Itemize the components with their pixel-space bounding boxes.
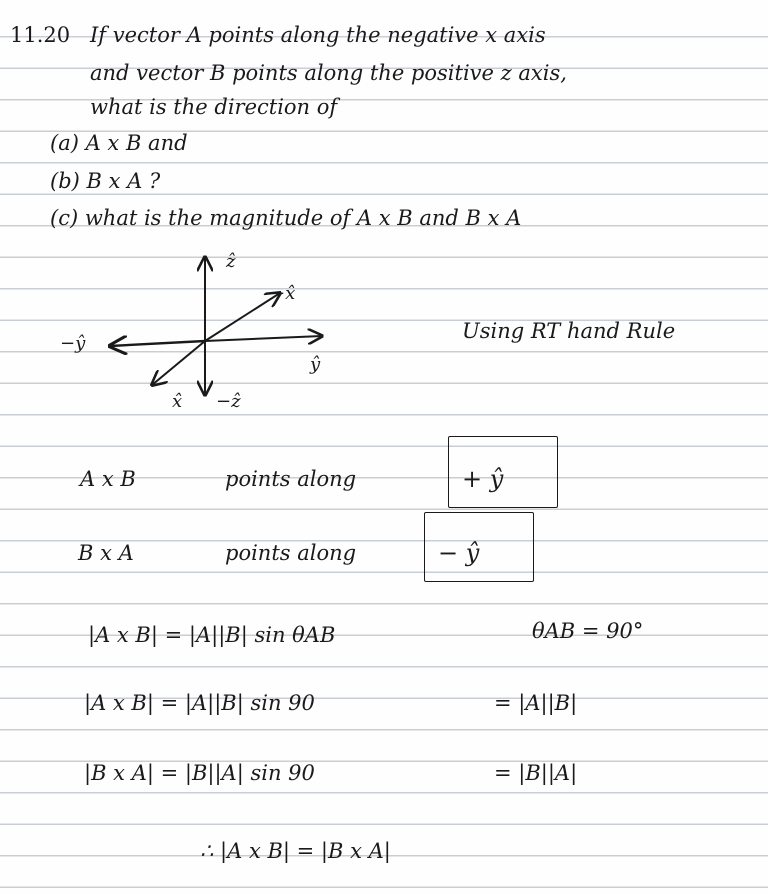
- equation-2-result: = |A||B|: [494, 691, 578, 715]
- problem-part-b: (b) B x A ?: [50, 169, 161, 193]
- equation-1-angle: θAB = 90°: [532, 619, 644, 643]
- axb-points-along: points along: [225, 467, 357, 491]
- bxa-points-along: points along: [225, 541, 357, 565]
- equation-1: |A x B| = |A||B| sin θAB: [88, 623, 336, 647]
- x-axis: [152, 341, 205, 385]
- x-label: x̂: [172, 391, 183, 412]
- equation-3: |B x A| = |B||A| sin 90: [84, 761, 315, 785]
- problem-line-2: and vector B points along the positive z axis,: [90, 61, 567, 85]
- hand-rule-note: Using RT hand Rule: [462, 319, 676, 343]
- conclusion: ∴ |A x B| = |B x A|: [200, 839, 391, 863]
- equation-2: |A x B| = |A||B| sin 90: [84, 691, 315, 715]
- axis-diagram-svg: [40, 245, 370, 420]
- bxa-answer: − ŷ: [438, 539, 480, 567]
- equation-3-result: = |B||A|: [494, 761, 578, 785]
- neg-x-axis: [205, 293, 280, 341]
- neg-x-label: −x̂: [270, 283, 296, 304]
- y-axis: [205, 336, 322, 341]
- problem-number: 11.20: [10, 23, 71, 47]
- axb-lhs: A x B: [80, 467, 136, 491]
- problem-line-3: what is the direction of: [90, 95, 338, 119]
- neg-z-label: −ẑ: [216, 391, 241, 412]
- z-label: ẑ: [226, 251, 236, 272]
- problem-line-1: If vector A points along the negative x axis: [90, 23, 546, 47]
- problem-part-a: (a) A x B and: [50, 131, 188, 155]
- problem-part-c: (c) what is the magnitude of A x B and B x A: [50, 206, 522, 230]
- neg-y-axis: [110, 341, 205, 346]
- y-label: ŷ: [310, 354, 321, 375]
- axb-answer: + ŷ: [462, 465, 504, 493]
- axis-diagram: [40, 245, 370, 420]
- neg-y-label: −ŷ: [60, 333, 86, 354]
- bxa-lhs: B x A: [78, 541, 134, 565]
